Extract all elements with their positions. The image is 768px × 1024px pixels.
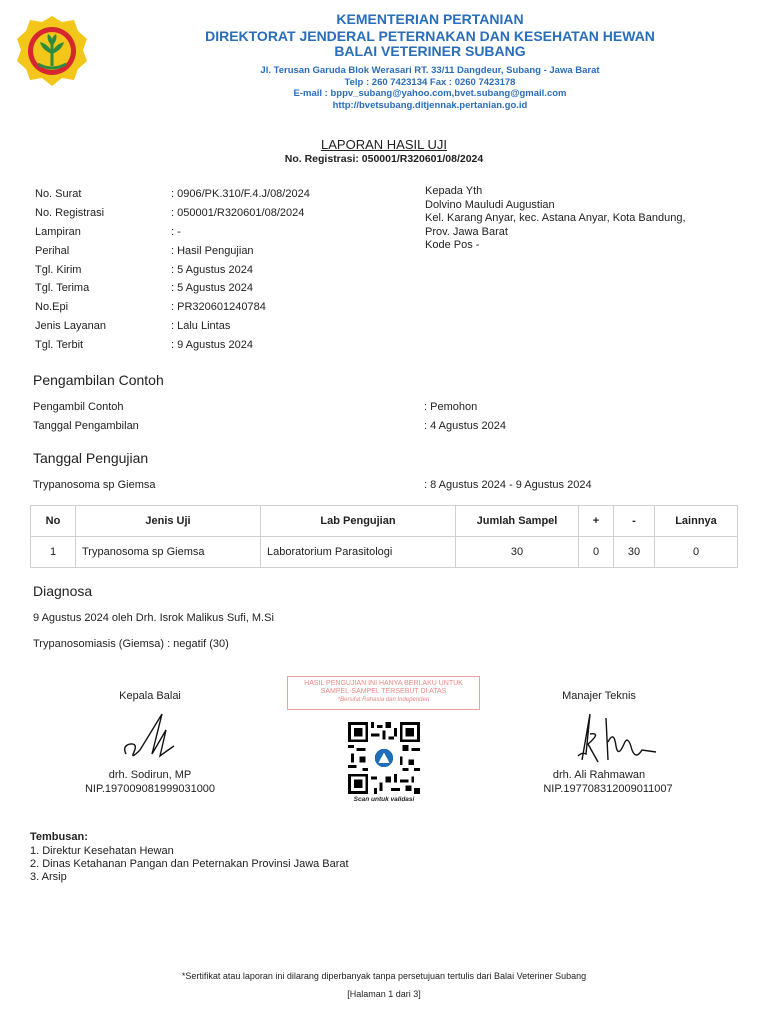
- recipient-name: Dolvino Mauludi Augustian: [425, 198, 555, 211]
- info-value: : Hasil Pengujian: [171, 245, 254, 257]
- info-label: No. Registrasi: [35, 207, 105, 219]
- testing-value: : 8 Agustus 2024 - 9 Agustus 2024: [424, 479, 592, 491]
- report-registration: No. Registrasi: 050001/R320601/08/2024: [284, 153, 484, 165]
- tembusan-item: 3. Arsip: [30, 871, 67, 883]
- info-label: No. Surat: [35, 188, 82, 200]
- recipient-province: Prov. Jawa Barat: [425, 225, 508, 238]
- recipient-block: [425, 185, 735, 253]
- col-positive: +: [579, 506, 614, 537]
- col-lainnya: Lainnya: [655, 506, 738, 537]
- info-value: : 050001/R320601/08/2024: [171, 207, 305, 219]
- sampling-label: Pengambil Contoh: [33, 401, 124, 413]
- diagnosa-by: 9 Agustus 2024 oleh Drh. Isrok Malikus Sufi, M.Si: [33, 612, 274, 624]
- report-title: LAPORAN HASIL UJI: [321, 137, 447, 152]
- qr-caption: Scan untuk validasi: [353, 796, 415, 803]
- ministry-logo-icon: [14, 14, 90, 90]
- header-phone: Telp : 260 7423134 Fax : 0260 7423178: [344, 76, 516, 88]
- info-label: No.Epi: [35, 301, 69, 313]
- footer-note: *Sertifikat atau laporan ini dilarang diperbanyak tanpa persetujuan tertulis dari Balai Veteriner Subang: [181, 971, 587, 981]
- header-institution: BALAI VETERINER SUBANG: [334, 43, 526, 59]
- info-label: Tgl. Terbit: [35, 339, 84, 351]
- header-ministry: KEMENTERIAN PERTANIAN: [336, 11, 524, 27]
- cell-no: 1: [31, 537, 76, 568]
- testing-heading: Tanggal Pengujian: [33, 450, 149, 466]
- results-table: [30, 505, 738, 568]
- header-website[interactable]: http://bvetsubang.ditjennak.pertanian.go.id: [332, 99, 528, 111]
- validity-stamp: [287, 676, 480, 710]
- cell-negative: 30: [614, 537, 655, 568]
- col-jumlah: Jumlah Sampel: [456, 506, 579, 537]
- sampling-value: : 4 Agustus 2024: [424, 420, 506, 432]
- col-negative: -: [614, 506, 655, 537]
- tembusan-item: 2. Dinas Ketahanan Pangan dan Peternakan Provinsi Jawa Barat: [30, 858, 349, 870]
- recipient-postcode: Kode Pos -: [425, 239, 480, 251]
- col-no: No: [31, 506, 76, 537]
- recipient-salutation: Kepada Yth: [425, 185, 483, 197]
- info-value: : -: [171, 226, 181, 238]
- tembusan-heading: Tembusan:: [30, 831, 88, 843]
- info-value: : 0906/PK.310/F.4.J/08/2024: [171, 188, 310, 200]
- info-value: : PR320601240784: [171, 301, 266, 313]
- cell-jumlah: 30: [456, 537, 579, 568]
- sampling-heading: Pengambilan Contoh: [33, 372, 164, 388]
- table-row: [31, 537, 738, 568]
- info-value: : 5 Agustus 2024: [171, 264, 253, 276]
- sign-left-nip: NIP.197009081999031000: [84, 783, 216, 795]
- header-address: Jl. Terusan Garuda Blok Werasari RT. 33/11 Dangdeur, Subang - Jawa Barat: [260, 65, 600, 76]
- diagnosa-result: Trypanosomiasis (Giemsa) : negatif (30): [33, 638, 229, 650]
- page-indicator: [Halaman 1 dari 3]: [347, 989, 421, 999]
- testing-label: Trypanosoma sp Giemsa: [33, 479, 156, 491]
- qr-code-icon[interactable]: [348, 722, 420, 794]
- sampling-value: : Pemohon: [424, 401, 478, 413]
- header-directorate: DIREKTORAT JENDERAL PETERNAKAN DAN KESEHATAN HEWAN: [205, 28, 655, 44]
- info-label: Tgl. Kirim: [35, 264, 82, 276]
- table-header-row: [31, 506, 738, 537]
- recipient-address: Kel. Karang Anyar, kec. Astana Anyar, Kota Bandung,: [425, 212, 686, 224]
- sign-right-role: Manajer Teknis: [562, 690, 636, 702]
- signature-right-icon: [572, 704, 662, 766]
- stamp-note: *Bersifat Rahasia dan Independen: [337, 697, 430, 703]
- col-lab: Lab Pengujian: [261, 506, 456, 537]
- header-contact: [110, 65, 750, 111]
- info-label: Jenis Layanan: [35, 320, 106, 332]
- signature-left-icon: [118, 710, 178, 762]
- sign-left-role: Kepala Balai: [119, 690, 181, 702]
- info-label: Tgl. Terima: [35, 282, 90, 294]
- info-value: : Lalu Lintas: [171, 320, 231, 332]
- header-email: E-mail : bppv_subang@yahoo.com,bvet.subang@gmail.com: [293, 88, 567, 99]
- cell-positive: 0: [579, 537, 614, 568]
- col-jenis-uji: Jenis Uji: [76, 506, 261, 537]
- cell-lab: Laboratorium Parasitologi: [261, 537, 456, 568]
- info-label: Lampiran: [35, 226, 81, 238]
- info-value: : 9 Agustus 2024: [171, 339, 253, 351]
- cell-lainnya: 0: [655, 537, 738, 568]
- sampling-label: Tanggal Pengambilan: [33, 420, 139, 432]
- tembusan-item: 1. Direktur Kesehatan Hewan: [30, 845, 174, 857]
- diagnosa-heading: Diagnosa: [33, 583, 93, 599]
- info-label: Perihal: [35, 245, 70, 257]
- cell-jenis-uji: Trypanosoma sp Giemsa: [76, 537, 261, 568]
- info-value: : 5 Agustus 2024: [171, 282, 253, 294]
- stamp-line1: HASIL PENGUJIAN INI HANYA BERLAKU UNTUK: [304, 680, 463, 687]
- sign-left-name: drh. Sodirun, MP: [108, 769, 192, 781]
- stamp-line2: SAMPEL-SAMPEL TERSEBUT DI ATAS: [320, 688, 447, 695]
- sign-right-nip: NIP.197708312009011007: [543, 783, 673, 795]
- sign-right-name: drh. Ali Rahmawan: [552, 769, 646, 781]
